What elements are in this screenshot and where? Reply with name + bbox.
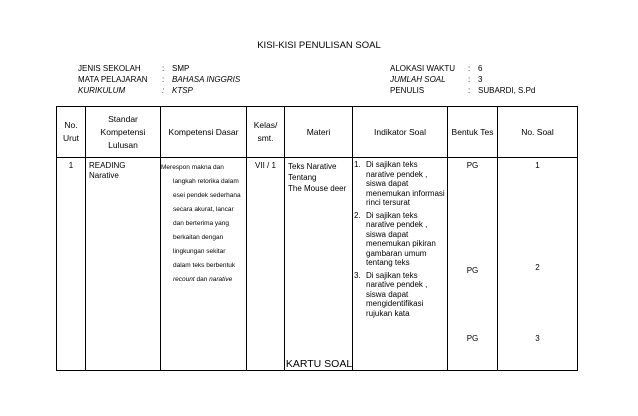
header-no-soal: No. Soal xyxy=(498,107,578,158)
meta-row-alokasi-waktu xyxy=(390,63,535,74)
kd-line: langkah retorika dalam xyxy=(173,178,239,185)
meta-right xyxy=(390,63,535,96)
meta-sep: : xyxy=(468,75,471,84)
meta-sep: : xyxy=(468,86,471,95)
meta-sep: : xyxy=(162,75,165,84)
materi-line: Teks Narative xyxy=(288,162,337,171)
bentuk-tes-1: PG xyxy=(466,161,479,170)
meta-row-mata-pelajaran xyxy=(78,74,240,85)
footer-title: KARTU SOAL xyxy=(285,358,353,370)
meta-label: PENULIS xyxy=(390,86,425,95)
meta-label: KURIKULUM xyxy=(78,86,126,95)
kd-line: Merespon makna dan xyxy=(161,164,224,171)
meta-row-penulis xyxy=(390,85,535,96)
indikator-item: 1. Di sajikan teks narative pendek , siswa dapat menemukan informasi rinci tersurat xyxy=(354,160,445,207)
header-indikator-soal: Indikator Soal xyxy=(353,107,448,158)
materi-line: The Mouse deer xyxy=(288,184,347,193)
meta-value: KTSP xyxy=(172,86,193,95)
meta-sep: : xyxy=(162,86,165,95)
header-bentuk-tes: Bentuk Tes xyxy=(448,107,498,158)
indikator-item: 2. Di sajikan teks narative pendek , siswa dapat menemukan pikiran gambaran umum tentang teks xyxy=(354,210,436,267)
table-header-row xyxy=(57,107,578,158)
meta-label: ALOKASI WAKTU xyxy=(390,64,456,73)
kd-line: dan berterima yang xyxy=(173,220,230,227)
header-materi: Materi xyxy=(285,107,353,158)
no-soal-1: 1 xyxy=(535,161,540,170)
meta-left xyxy=(78,63,240,96)
cell-kelas-smt: VII / 1 xyxy=(247,158,285,371)
page-title: KISI-KISI PENULISAN SOAL xyxy=(257,40,381,51)
no-soal-2: 2 xyxy=(535,263,540,272)
sk-line: Narative xyxy=(89,171,119,180)
table-row xyxy=(57,158,578,371)
cell-indikator-soal xyxy=(353,158,448,371)
meta-value: 6 xyxy=(478,64,483,73)
header-kelas-smt: Kelas/ smt. xyxy=(247,107,285,158)
indikator-item: 3. Di sajikan teks narative pendek , siswa dapat mengidentifikasi rujukan kata xyxy=(354,270,428,318)
bentuk-tes-2: PG xyxy=(466,266,479,275)
kd-line: esei pendek sederhana xyxy=(173,192,241,199)
kd-line: berkaitan dengan xyxy=(173,234,224,241)
meta-label: JENIS SEKOLAH xyxy=(78,64,141,73)
materi-line: Tentang xyxy=(288,173,317,182)
no-soal-3: 3 xyxy=(535,334,540,343)
meta-row-jumlah-soal xyxy=(390,74,535,85)
kd-line: dalam teks berbentuk xyxy=(173,262,236,269)
meta-value: SMP xyxy=(172,64,190,73)
kd-line: secara akurat, lancar xyxy=(173,206,234,213)
meta-label: MATA PELAJARAN xyxy=(78,75,148,84)
cell-no-soal xyxy=(498,158,578,371)
kisi-kisi-table xyxy=(56,106,578,371)
header-kompetensi-dasar: Kompetensi Dasar xyxy=(161,107,247,158)
sk-line: READING xyxy=(89,161,126,170)
header-standar-kompetensi: Standar Kompetensi Lulusan xyxy=(86,107,161,158)
meta-value: SUBARDI, S.Pd xyxy=(478,86,536,95)
meta-sep: : xyxy=(468,64,471,73)
cell-standar-kompetensi xyxy=(86,158,161,371)
meta-row-kurikulum xyxy=(78,85,240,96)
meta-value: BAHASA INGGRIS xyxy=(172,75,241,84)
meta-row-jenis-sekolah xyxy=(78,63,240,74)
kd-line: lingkungan sekitar xyxy=(173,248,226,255)
meta-label: JUMLAH SOAL xyxy=(390,75,446,84)
meta-sep: : xyxy=(162,64,165,73)
cell-no-urut: 1 xyxy=(57,158,86,371)
kd-line-last: recount dan narative xyxy=(173,276,233,283)
cell-materi xyxy=(285,158,353,371)
meta-value: 3 xyxy=(478,75,483,84)
cell-bentuk-tes xyxy=(448,158,498,371)
bentuk-tes-3: PG xyxy=(466,334,479,343)
header-no-urut: No. Urut xyxy=(57,107,86,158)
cell-kompetensi-dasar xyxy=(161,158,247,371)
